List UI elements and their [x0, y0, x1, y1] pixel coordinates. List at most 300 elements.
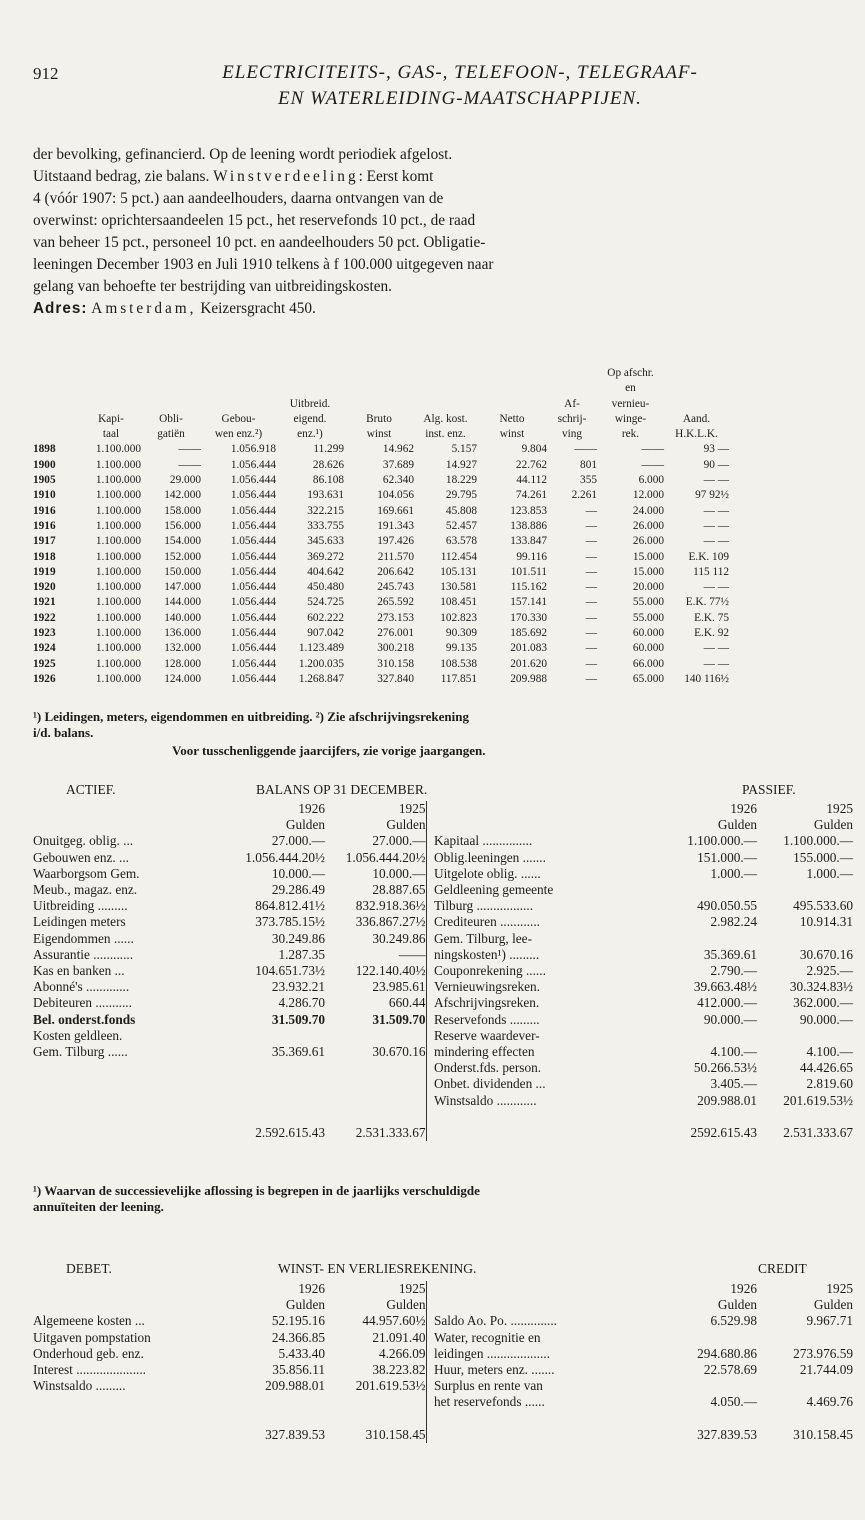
stats-cell: 6.000 — [638, 474, 664, 487]
pl-row — [33, 1281, 853, 1297]
stats-cell: 102.823 — [440, 611, 477, 624]
bal-left-value: 30.670.16 — [372, 1044, 426, 1060]
stats-cell: 18.229 — [445, 474, 477, 487]
bal-total: 2592.615.43 — [690, 1124, 757, 1140]
stats-header-cell: Af- — [564, 397, 580, 410]
stats-year: 1919 — [33, 565, 56, 578]
spacer — [757, 1411, 853, 1427]
stats-cell: 1.268.847 — [298, 672, 344, 685]
stats-year: 1926 — [33, 672, 56, 685]
stats-cell: 28.626 — [312, 458, 344, 471]
stats-cell: 1.100.000 — [95, 672, 141, 685]
spacer — [434, 1109, 646, 1125]
stats-header-cell: winst — [366, 428, 392, 441]
stats-cell: 26.000 — [632, 535, 664, 548]
bal-row — [33, 833, 853, 849]
stats-cell: 801 — [580, 458, 597, 471]
stats-header-cell: Kapi- — [98, 412, 124, 425]
stats-cell: 1.056.444 — [230, 596, 276, 609]
stats-cell: 191.343 — [377, 519, 414, 532]
stats-header-cell — [33, 381, 81, 396]
bal-row — [33, 1076, 853, 1092]
bal-year: 1926 — [298, 801, 325, 816]
divider — [426, 995, 434, 1011]
intro-line: overwinst: oprichtersaandeelen 15 pct., het reservefonds 10 pct., de raad — [33, 212, 476, 229]
stats-cell: 197.426 — [377, 535, 414, 548]
stats-header-cell — [141, 397, 201, 412]
divider — [426, 1427, 434, 1443]
stats-cell: 5.157 — [451, 443, 477, 456]
bal-row — [33, 947, 853, 963]
stats-cell: 24.000 — [632, 504, 664, 517]
bal-right-value — [757, 1028, 853, 1044]
bal-right-value: 30.670.16 — [799, 946, 853, 962]
bal-left-value: 10.000.— — [271, 865, 325, 881]
stats-cell: 1.100.000 — [95, 627, 141, 640]
spacer — [434, 1411, 646, 1427]
bal-year: 1925 — [398, 801, 426, 816]
bal-right-value: 35.369.61 — [703, 946, 757, 962]
stats-cell: 1.056.444 — [230, 565, 276, 578]
spacer — [434, 1125, 646, 1141]
stats-header-cell — [664, 366, 729, 381]
divider — [426, 1125, 434, 1141]
stats-header-cell: enz.¹) — [297, 428, 323, 441]
stats-row — [33, 519, 729, 534]
intro-line: gelang van behoefte ter bestrijding van uitbreidingskosten. — [33, 278, 392, 295]
balance-title: BALANS OP 31 DECEMBER. — [256, 782, 428, 797]
bal-row — [33, 898, 853, 914]
stats-cell: 1.100.000 — [95, 581, 141, 594]
bal-right-value: 90.000.— — [703, 1011, 757, 1027]
pl-row — [33, 1394, 853, 1410]
stats-header-row — [33, 381, 729, 396]
spacer — [215, 1411, 325, 1427]
stats-cell: 108.538 — [440, 657, 477, 670]
bal-right-value: 209.988.01 — [697, 1092, 757, 1108]
spacer — [33, 817, 215, 833]
bal-right-value: 4.100.— — [710, 1044, 757, 1060]
divider — [426, 866, 434, 882]
pl-left-value: 209.988.01 — [265, 1378, 325, 1394]
balance-left-label: ACTIEF. — [66, 782, 116, 797]
spacer — [434, 1281, 646, 1297]
pl-row — [33, 1330, 853, 1346]
bal-left-value: 1.056.444.20½ — [245, 849, 325, 865]
stats-header-cell — [276, 366, 344, 381]
bal-right-label: Crediteuren ............ — [434, 914, 540, 930]
stats-cell: 112.454 — [440, 550, 477, 563]
pl-left-value — [215, 1394, 325, 1410]
balance-footnote: annuïteiten der leening. — [33, 1199, 164, 1214]
stats-cell: 90 — — [703, 458, 729, 471]
divider — [426, 1362, 434, 1378]
stats-cell: 1.100.000 — [95, 458, 141, 471]
pl-right-value: 9.967.71 — [806, 1313, 853, 1329]
stats-cell: 66.000 — [632, 657, 664, 670]
stats-cell: 55.000 — [632, 611, 664, 624]
bal-right-value: 2.982.24 — [710, 914, 757, 930]
stats-cell: 124.000 — [164, 672, 201, 685]
stats-row — [33, 473, 729, 488]
stats-cell: 108.451 — [440, 596, 477, 609]
bal-unit: Gulden — [386, 817, 426, 833]
pl-right-label: het reservefonds ...... — [434, 1394, 545, 1410]
stats-cell: 132.000 — [164, 642, 201, 655]
bal-right-value: 490.050.55 — [697, 898, 757, 914]
stats-cell: 169.661 — [377, 504, 414, 517]
stats-header-cell — [81, 366, 141, 381]
page-number: 912 — [33, 64, 59, 83]
bal-right-value: 4.100.— — [806, 1044, 853, 1060]
bal-left-label: Bel. onderst.fonds — [33, 1011, 136, 1027]
divider — [426, 801, 434, 817]
stats-cell: 1.100.000 — [95, 657, 141, 670]
spacer — [33, 1297, 215, 1313]
stats-cell: — — [585, 535, 597, 548]
bal-right-value: 39.663.48½ — [693, 979, 757, 995]
stats-cell: 276.001 — [377, 627, 414, 640]
spacer — [33, 1411, 215, 1427]
stats-cell: 1.056.444 — [230, 550, 276, 563]
spacer — [33, 1281, 215, 1297]
divider — [426, 1313, 434, 1329]
bal-right-label: Reservefonds ......... — [434, 1011, 540, 1027]
stats-cell: 90.309 — [445, 627, 477, 640]
bal-right-value: 2.790.— — [710, 963, 757, 979]
bal-left-label: Assurantie ............ — [33, 946, 134, 962]
stats-year: 1917 — [33, 535, 56, 548]
stats-cell: 1.100.000 — [95, 550, 141, 563]
bal-right-label: Couponrekening ...... — [434, 963, 546, 979]
stats-row — [33, 458, 729, 473]
pl-right-label: Saldo Ao. Po. .............. — [434, 1313, 558, 1329]
stats-note: Voor tusschenliggende jaarcijfers, zie vorige jaargangen. — [172, 743, 486, 758]
stats-header-cell: eigend. — [293, 412, 327, 425]
bal-right-value: 90.000.— — [799, 1011, 853, 1027]
pl-unit: Gulden — [285, 1297, 325, 1313]
stats-cell: 193.631 — [307, 489, 344, 502]
stats-footnote: ¹) Leidingen, meters, eigendommen en uitbreiding. ²) Zie afschrijvingsrekening — [33, 709, 469, 724]
address-label: Adres: — [33, 300, 88, 317]
stats-header-row — [33, 397, 729, 412]
pl-right-label: CREDIT — [758, 1261, 807, 1276]
stats-cell: — — — [703, 519, 729, 532]
stats-cell: — — [585, 596, 597, 609]
spacer — [757, 1109, 853, 1125]
stats-cell: —— — [641, 458, 664, 471]
stats-header-row — [33, 412, 729, 427]
stats-cell: 1.100.000 — [95, 596, 141, 609]
stats-cell: 14.962 — [382, 443, 414, 456]
stats-cell: — — [585, 611, 597, 624]
bal-left-label — [33, 1060, 215, 1076]
bal-unit: Gulden — [285, 817, 325, 833]
stats-cell: 300.218 — [377, 642, 414, 655]
stats-cell: —— — [641, 443, 664, 456]
balance-footnote: ¹) Waarvan de successievelijke aflossing is begrepen in de jaarlijks verschuldigde — [33, 1183, 480, 1198]
bal-left-label — [33, 1093, 215, 1109]
bal-right-value — [646, 882, 757, 898]
bal-row — [33, 1060, 853, 1076]
pl-left-label: Winstsaldo ......... — [33, 1378, 126, 1394]
bal-left-label: Uitbreiding ......... — [33, 898, 128, 914]
bal-year: 1925 — [826, 801, 853, 816]
bal-left-label: Kosten geldleen. — [33, 1027, 123, 1043]
stats-cell: 1.056.444 — [230, 489, 276, 502]
bal-left-value: 35.369.61 — [271, 1044, 325, 1060]
stats-cell: 140.000 — [164, 611, 201, 624]
stats-header-cell: Op afschr. — [607, 367, 654, 379]
bal-total: 2.592.615.43 — [255, 1124, 325, 1140]
stats-cell: 86.108 — [312, 474, 344, 487]
stats-cell: 1.100.000 — [95, 474, 141, 487]
stats-cell: — — — [703, 504, 729, 517]
pl-left-label: Uitgaven pompstation — [33, 1329, 151, 1345]
pl-right-label: Water, recognitie en — [434, 1329, 541, 1345]
stats-cell: 1.056.918 — [230, 443, 276, 456]
bal-left-label: Waarborgsom Gem. — [33, 865, 140, 881]
bal-left-value: 31.509.70 — [372, 1011, 426, 1027]
bal-right-label: Uitgelote oblig. ...... — [434, 865, 541, 881]
pl-year: 1925 — [398, 1281, 426, 1296]
stats-year: 1900 — [33, 458, 56, 471]
bal-left-value — [215, 1093, 325, 1109]
intro-line: 4 (vóór 1907: 5 pct.) aan aandeelhouders, daarna ontvangen van de — [33, 190, 444, 207]
stats-row — [33, 504, 729, 519]
bal-row — [33, 995, 853, 1011]
bal-right-value: 495.533.60 — [793, 898, 853, 914]
bal-right-value: 2.819.60 — [806, 1076, 853, 1092]
stats-year: 1923 — [33, 627, 56, 640]
stats-header-cell: ving — [561, 428, 583, 441]
bal-right-value — [646, 931, 757, 947]
bal-left-value: 29.286.49 — [271, 882, 325, 898]
pl-unit: Gulden — [813, 1297, 853, 1313]
address-line: Adres: Amsterdam, Keizersgracht 450. — [33, 300, 316, 317]
pl-left-label: Onderhoud geb. enz. — [33, 1345, 144, 1361]
pl-year: 1926 — [298, 1281, 325, 1296]
stats-cell: 147.000 — [164, 581, 201, 594]
pl-left-value — [325, 1394, 426, 1410]
pl-row — [33, 1411, 853, 1427]
bal-row — [33, 1028, 853, 1044]
pl-total: 310.158.45 — [793, 1426, 853, 1442]
bal-left-value: 30.249.86 — [271, 930, 325, 946]
stats-header-cell — [344, 366, 414, 381]
pl-right-value — [757, 1378, 853, 1394]
stats-cell: 29.795 — [445, 489, 477, 502]
divider — [426, 1330, 434, 1346]
stats-cell: 450.480 — [307, 581, 344, 594]
stats-cell: 1.100.000 — [95, 504, 141, 517]
stats-year: 1910 — [33, 489, 56, 502]
stats-header-cell: taal — [102, 428, 120, 441]
bal-left-value: 832.918.36½ — [355, 898, 426, 914]
stats-header-cell: gatiën — [157, 428, 185, 441]
bal-total: 2.531.333.67 — [783, 1124, 853, 1140]
divider — [426, 1411, 434, 1427]
spacer — [434, 801, 646, 817]
statistics-table — [33, 366, 729, 687]
stats-cell: 101.511 — [510, 565, 547, 578]
divider — [426, 963, 434, 979]
stats-year: 1916 — [33, 519, 56, 532]
stats-cell: 156.000 — [164, 519, 201, 532]
bal-right-label: Reserve waardever- — [434, 1027, 540, 1043]
stats-cell: 154.000 — [164, 535, 201, 548]
bal-right-label: Onderst.fds. person. — [434, 1060, 542, 1076]
stats-cell: E.K. 92 — [694, 627, 729, 640]
pl-right-label: Huur, meters enz. ....... — [434, 1362, 555, 1378]
stats-cell: 93 — — [703, 443, 729, 456]
stats-cell: 136.000 — [164, 627, 201, 640]
stats-cell: 185.692 — [510, 627, 547, 640]
stats-year: 1918 — [33, 550, 56, 563]
stats-cell: 142.000 — [164, 489, 201, 502]
stats-cell: —— — [178, 458, 201, 471]
intro-line: leeningen December 1903 en Juli 1910 telkens à f 100.000 uitgegeven naar — [33, 256, 494, 273]
stats-header-row — [33, 427, 729, 442]
bal-left-value: 373.785.15½ — [255, 914, 325, 930]
spacer — [33, 801, 215, 817]
spacer — [646, 1109, 757, 1125]
bal-row — [33, 931, 853, 947]
bal-row — [33, 914, 853, 930]
stats-cell: 1.100.000 — [95, 519, 141, 532]
bal-left-value: 122.140.40½ — [355, 963, 426, 979]
stats-row — [33, 534, 729, 549]
stats-cell: 15.000 — [632, 565, 664, 578]
stats-header-cell — [201, 381, 276, 396]
stats-cell: 327.840 — [377, 672, 414, 685]
bal-right-label: Oblig.leeningen ....... — [434, 849, 546, 865]
stats-cell: 1.200.035 — [298, 657, 344, 670]
stats-row — [33, 550, 729, 565]
divider — [426, 1394, 434, 1410]
stats-cell: 1.056.444 — [230, 504, 276, 517]
stats-header-cell: schrij- — [557, 412, 587, 425]
stats-cell: 150.000 — [164, 565, 201, 578]
bal-left-value: 27.000.— — [372, 833, 426, 849]
bal-left-value — [325, 1093, 426, 1109]
stats-year: 1921 — [33, 596, 56, 609]
spacer — [33, 1109, 215, 1125]
bal-left-label — [33, 1076, 215, 1092]
pl-left-value: 44.957.60½ — [362, 1313, 426, 1329]
stats-cell: 55.000 — [632, 596, 664, 609]
bal-left-value: 30.249.86 — [372, 930, 426, 946]
stats-header-cell — [201, 366, 276, 381]
bal-right-value: 1.000.— — [806, 865, 853, 881]
page-title-line2: EN WATERLEIDING-MAATSCHAPPIJEN. — [278, 88, 642, 109]
stats-cell: 209.988 — [510, 672, 547, 685]
bal-left-value: 31.509.70 — [271, 1011, 325, 1027]
stats-row — [33, 672, 729, 687]
stats-cell: — — [585, 550, 597, 563]
bal-right-value: 44.426.65 — [799, 1060, 853, 1076]
divider — [426, 914, 434, 930]
spacer — [646, 1411, 757, 1427]
stats-cell: 1.056.444 — [230, 535, 276, 548]
bal-right-label: Kapitaal ............... — [434, 833, 533, 849]
stats-year: 1920 — [33, 581, 56, 594]
pl-left-label: DEBET. — [66, 1261, 112, 1276]
stats-cell: 170.330 — [510, 611, 547, 624]
pl-unit: Gulden — [717, 1297, 757, 1313]
stats-cell: E.K. 77½ — [685, 596, 729, 609]
bal-left-label: Debiteuren ........... — [33, 995, 132, 1011]
divider — [426, 1028, 434, 1044]
stats-cell: 369.272 — [307, 550, 344, 563]
bal-right-label: Geldleening gemeente — [434, 882, 554, 898]
stats-cell: E.K. 109 — [688, 550, 729, 563]
pl-unit: Gulden — [386, 1297, 426, 1313]
bal-right-value: 362.000.— — [793, 995, 853, 1011]
stats-header-cell — [547, 381, 597, 396]
stats-cell: 138.886 — [510, 519, 547, 532]
bal-right-value: 30.324.83½ — [789, 979, 853, 995]
stats-header-cell: Uitbreid. — [289, 397, 331, 410]
stats-header-cell — [664, 397, 729, 412]
stats-cell: 1.100.000 — [95, 489, 141, 502]
pl-right-value: 6.529.98 — [710, 1313, 757, 1329]
divider — [426, 882, 434, 898]
stats-header-cell — [81, 397, 141, 412]
stats-cell: 60.000 — [632, 642, 664, 655]
stats-cell: 52.457 — [445, 519, 477, 532]
stats-cell: 524.725 — [307, 596, 344, 609]
bal-left-label: Meub., magaz. enz. — [33, 882, 138, 898]
bal-row — [33, 1125, 853, 1141]
bal-unit: Gulden — [813, 817, 853, 833]
bal-row — [33, 979, 853, 995]
stats-header-cell — [477, 381, 547, 396]
stats-cell: 133.847 — [510, 535, 547, 548]
stats-header-cell — [414, 381, 477, 396]
stats-header-cell: winst — [499, 428, 525, 441]
stats-cell: — — [585, 519, 597, 532]
stats-year: 1925 — [33, 657, 56, 670]
bal-right-value: 10.914.31 — [799, 914, 853, 930]
stats-cell: — — [585, 504, 597, 517]
divider — [426, 1076, 434, 1092]
bal-left-value: 1.287.35 — [278, 946, 325, 962]
bal-row — [33, 817, 853, 833]
stats-row — [33, 442, 729, 457]
pl-row — [33, 1427, 853, 1443]
stats-cell: 1.100.000 — [95, 642, 141, 655]
stats-cell: 130.581 — [440, 581, 477, 594]
stats-cell: 14.927 — [445, 458, 477, 471]
pl-right-label: Surplus en rente van — [434, 1378, 543, 1394]
divider — [426, 850, 434, 866]
bal-right-label: Afschrijvingsreken. — [434, 995, 540, 1011]
stats-row — [33, 595, 729, 610]
stats-header-cell — [664, 381, 729, 396]
stats-year: 1898 — [33, 443, 56, 456]
bal-row — [33, 866, 853, 882]
stats-header-cell: Obli- — [159, 412, 183, 425]
pl-row — [33, 1313, 853, 1329]
stats-header-cell — [276, 381, 344, 396]
balance-sheet — [33, 801, 853, 1141]
stats-cell: — — — [703, 642, 729, 655]
bal-right-label: Tilburg ................. — [434, 898, 534, 914]
bal-right-value — [646, 1028, 757, 1044]
stats-cell: 144.000 — [164, 596, 201, 609]
divider — [426, 1281, 434, 1297]
